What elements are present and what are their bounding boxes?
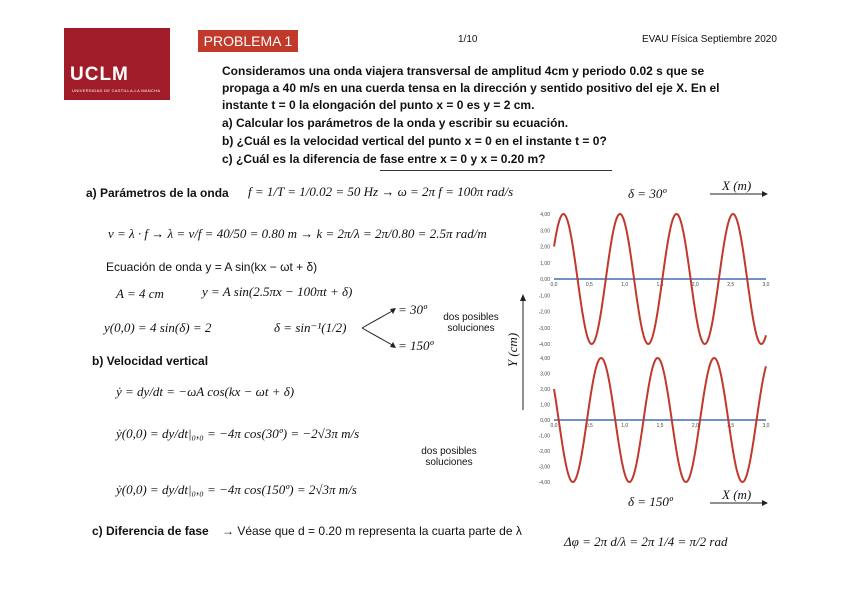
wave-equation-label: Ecuación de onda y = A sin(kx − ωt + δ) [106, 260, 318, 274]
x-tick-label: 2,5 [727, 423, 735, 429]
y-tick-label: -2,00 [538, 309, 550, 316]
two-solutions-note-b: dos posibles soluciones [421, 446, 477, 468]
part-a-eq2: v = λ · f → λ = v/f = 40/50 = 0.80 m → k = 2π/λ = 2π/0.80 = 2.5π rad/m [108, 226, 487, 241]
part-a-eq3: y = A sin(2.5πx − 100πt + δ) [202, 284, 353, 299]
exam-title: EVAU Física Septiembre 2020 [642, 34, 777, 45]
bottom-x-arrow [710, 499, 770, 507]
part-b-eq3: ẏ(0,0) = dy/dt|₀,₀ = −4π cos(150º) = 2√3π m/s [116, 482, 357, 497]
part-b-label: b) Velocidad vertical [92, 354, 209, 368]
x-tick-label: 1,5 [656, 423, 664, 429]
y-tick-label: -1,00 [538, 433, 550, 440]
question-c: c) ¿Cuál es la diferencia de fase entre x = 0 y x = 0.20 m? [222, 152, 546, 166]
part-b-eq1: ẏ = dy/dt = −ωA cos(kx − ωt + δ) [116, 384, 295, 399]
y-tick-label: 2,00 [540, 244, 550, 251]
y-tick-label: -2,00 [538, 449, 550, 455]
top-x-axis-label: X (m) [722, 178, 752, 193]
wave-plot-delta-30 [526, 206, 770, 352]
part-a-eq1: f = 1/T = 1/0.02 = 50 Hz → ω = 2π f = 100π rad/s [248, 184, 514, 199]
part-a-eq4: y(0,0) = 4 sin(δ) = 2 [104, 320, 212, 335]
wave-plot-delta-150 [526, 350, 770, 490]
phase-difference-eq: Δφ = 2π d/λ = 2π 1/4 = π/2 rad [564, 534, 728, 549]
part-b-eq2: ẏ(0,0) = dy/dt|₀,₀ = −4π cos(30º) = −2√3π m/s [116, 426, 360, 441]
y-axis-label: Y (cm) [505, 332, 521, 368]
statement-line-3: instante t = 0 la elongación del punto x = 0 es y = 2 cm. [222, 98, 535, 112]
part-a-eq5: δ = sin⁻¹(1/2) [274, 320, 347, 335]
y-tick-label: 4,00 [540, 356, 550, 362]
amplitude-eq: A = 4 cm [116, 286, 164, 301]
y-tick-label: 0,00 [540, 418, 550, 424]
statement-line-2: propaga a 40 m/s en una cuerda tensa en la dirección y sentido positivo del eje X. En el [222, 81, 720, 95]
x-tick-label: 2,5 [727, 282, 735, 288]
x-tick-label: 0,0 [550, 282, 558, 288]
uclm-logo [64, 28, 170, 100]
delta-solution-1: = 30º [398, 302, 428, 317]
y-tick-label: 3,00 [540, 228, 550, 235]
y-tick-label: 1,00 [540, 402, 550, 409]
part-a-label: a) Parámetros de la onda [86, 186, 229, 200]
top-x-arrow [710, 190, 770, 198]
y-tick-label: -3,00 [538, 464, 550, 471]
y-tick-label: 2,00 [540, 387, 550, 393]
x-tick-label: 3,0 [762, 423, 770, 429]
problem-label: PROBLEMA 1 [198, 30, 298, 52]
y-tick-label: -4,00 [538, 480, 550, 486]
logo-subtext: UNIVERSIDAD DE CASTILLA-LA MANCHA [72, 88, 161, 93]
x-tick-label: 3,0 [762, 282, 770, 288]
part-c-text: → Véase que d = 0.20 m representa la cuarta parte de λ [222, 524, 522, 538]
underline-divider [380, 170, 612, 171]
bottom-x-axis-label: X (m) [722, 487, 752, 502]
x-tick-label: 0,5 [585, 423, 593, 429]
y-tick-label: -1,00 [538, 293, 550, 300]
top-plot-title: δ = 30º [628, 186, 667, 201]
y-tick-label: 3,00 [540, 371, 550, 378]
x-tick-label: 1,0 [621, 282, 629, 288]
y-tick-label: 0,00 [540, 277, 550, 283]
y-tick-label: -4,00 [538, 342, 550, 348]
two-solutions-note-a: dos posibles soluciones [443, 312, 499, 334]
x-tick-label: 0,5 [585, 282, 593, 288]
question-b: b) ¿Cuál es la velocidad vertical del punto x = 0 en el instante t = 0? [222, 134, 607, 148]
question-a: a) Calcular los parámetros de la onda y escribir su ecuación. [222, 116, 569, 130]
statement-line-1: Consideramos una onda viajera transversal de amplitud 4cm y periodo 0.02 s que se [222, 64, 705, 78]
part-c-label: c) Diferencia de fase [92, 524, 209, 538]
y-tick-label: 1,00 [540, 260, 550, 267]
branch-arrows [360, 304, 400, 352]
page-number: 1/10 [458, 34, 478, 45]
x-tick-label: 2,0 [691, 282, 699, 288]
y-tick-label: 4,00 [540, 212, 550, 218]
x-tick-label: 1,5 [656, 282, 664, 288]
bottom-plot-title: δ = 150º [628, 494, 673, 509]
x-tick-label: 0,0 [550, 423, 558, 429]
x-tick-label: 2,0 [691, 423, 699, 429]
y-tick-label: -3,00 [538, 325, 550, 332]
logo-text: UCLM [70, 64, 129, 85]
x-tick-label: 1,0 [621, 423, 629, 429]
delta-solution-2: = 150º [398, 338, 434, 353]
